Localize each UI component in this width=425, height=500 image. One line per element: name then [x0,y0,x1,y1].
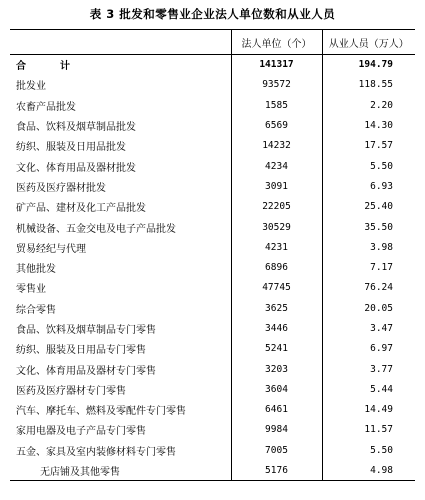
employees-value: 20.05 [322,298,415,318]
table-row [10,460,415,480]
employees-value: 3.77 [322,359,415,379]
legal-units-value: 3625 [231,298,322,318]
table-row [10,115,415,135]
header-category [10,30,231,55]
legal-units-value: 6569 [231,115,322,135]
table-row [10,75,415,95]
legal-units-value: 93572 [231,75,322,95]
table-row [10,339,415,359]
table-row [10,95,415,115]
row-label: 机械设备、五金交电及电子产品批发 [16,223,176,235]
legal-units-value: 22205 [231,197,322,217]
employees-value: 7.17 [322,257,415,277]
legal-units-value: 6896 [231,257,322,277]
legal-units-value: 3203 [231,359,322,379]
table-row [10,440,415,460]
table-row [10,379,415,399]
table-row [10,318,415,338]
row-label: 家用电器及电子产品专门零售 [16,426,146,438]
table-row [10,298,415,318]
employees-value: 194.79 [322,55,415,75]
data-table [10,29,415,481]
row-label: 文化、体育用品及器材专门零售 [16,365,156,377]
employees-value: 3.47 [322,318,415,338]
row-label: 其他批发 [16,264,56,276]
legal-units-value: 30529 [231,217,322,237]
legal-units-value: 4231 [231,237,322,257]
table-row [10,197,415,217]
table-row [10,359,415,379]
employees-value: 14.30 [322,115,415,135]
employees-value: 35.50 [322,217,415,237]
table-row-total [10,55,415,75]
employees-value: 17.57 [322,136,415,156]
legal-units-value: 3604 [231,379,322,399]
employees-value: 6.97 [322,339,415,359]
legal-units-value: 3091 [231,176,322,196]
row-label: 无店铺及其他零售 [10,460,231,480]
row-label: 文化、体育用品及器材批发 [16,162,136,174]
employees-value: 5.44 [322,379,415,399]
employees-value: 6.93 [322,176,415,196]
employees-value: 11.57 [322,420,415,440]
table-row [10,420,415,440]
legal-units-value: 3446 [231,318,322,338]
legal-units-value: 5241 [231,339,322,359]
employees-value: 14.49 [322,400,415,420]
header-legal-units: 法人单位（个） [231,30,322,55]
row-label: 批发业 [16,81,46,93]
table-title: 表 3 批发和零售业企业法人单位数和从业人员 [89,7,336,21]
employees-value: 76.24 [322,278,415,298]
employees-value: 25.40 [322,197,415,217]
employees-value: 5.50 [322,156,415,176]
employees-value: 2.20 [322,95,415,115]
employees-value: 118.55 [322,75,415,95]
table-row [10,237,415,257]
row-label: 纺织、服装及日用品批发 [16,142,126,154]
row-label: 农畜产品批发 [16,101,76,113]
header-employees: 从业人员（万人） [322,30,415,55]
table-header-row [10,30,415,55]
row-label: 食品、饮料及烟草制品专门零售 [16,325,156,336]
employees-value: 4.98 [322,460,415,480]
row-label: 贸易经纪与代理 [16,243,86,255]
legal-units-value: 5176 [231,460,322,480]
row-label: 矿产品、建材及化工产品批发 [16,203,146,215]
row-label: 综合零售 [16,304,56,316]
table-row [10,176,415,196]
legal-units-value: 9984 [231,420,322,440]
table-row [10,156,415,176]
employees-value: 3.98 [322,237,415,257]
row-label: 医药及医疗器材专门零售 [16,385,126,397]
row-label: 五金、家具及室内装修材料专门零售 [16,446,176,458]
table-row [10,278,415,298]
table-row [10,257,415,277]
row-label: 医药及医疗器材批发 [16,182,106,194]
table-row [10,136,415,156]
legal-units-value: 141317 [231,55,322,75]
table-row [10,217,415,237]
row-label: 合 计 [16,61,82,73]
row-label: 纺织、服装及日用品专门零售 [16,345,146,357]
row-label: 食品、饮料及烟草制品批发 [16,122,136,134]
row-label: 汽车、摩托车、燃料及零配件专门零售 [16,406,186,418]
legal-units-value: 47745 [231,278,322,298]
legal-units-value: 1585 [231,95,322,115]
legal-units-value: 14232 [231,136,322,156]
employees-value: 5.50 [322,440,415,460]
table-row [10,400,415,420]
row-label: 零售业 [16,284,46,296]
legal-units-value: 6461 [231,400,322,420]
legal-units-value: 7005 [231,440,322,460]
legal-units-value: 4234 [231,156,322,176]
